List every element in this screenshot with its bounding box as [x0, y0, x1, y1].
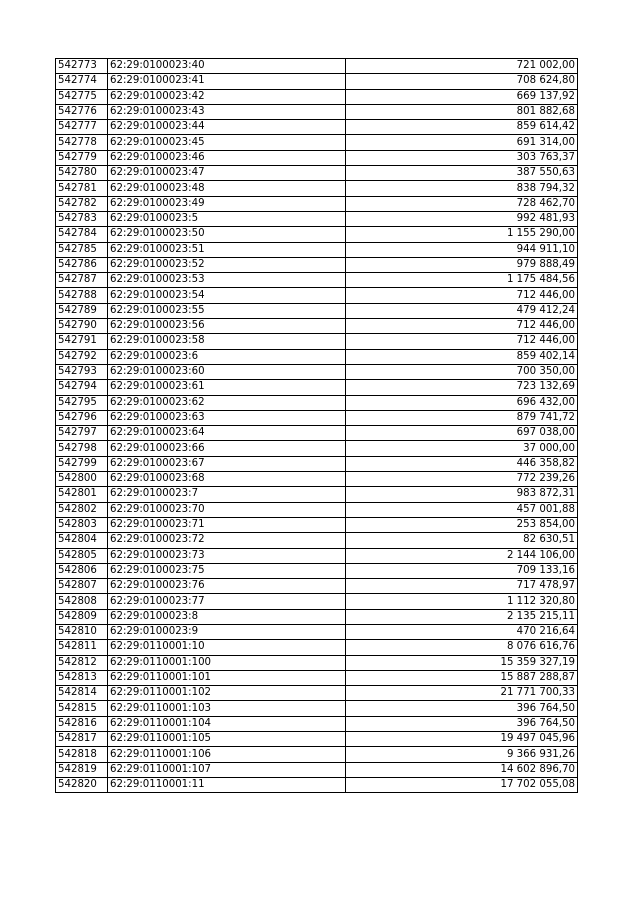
table-row	[56, 456, 578, 471]
cadastral-value-table	[55, 58, 578, 793]
cadastral-number-cell: 62:29:0100023:63	[108, 410, 346, 425]
table-row	[56, 640, 578, 655]
cadastral-value-cell: 772 239,26	[346, 472, 578, 487]
cadastral-value-cell: 1 112 320,80	[346, 594, 578, 609]
row-number-cell: 542801	[56, 487, 108, 502]
cadastral-value-cell: 8 076 616,76	[346, 640, 578, 655]
table-row	[56, 227, 578, 242]
row-number-cell: 542775	[56, 89, 108, 104]
cadastral-value-cell: 721 002,00	[346, 59, 578, 74]
cadastral-number-cell: 62:29:0110001:10	[108, 640, 346, 655]
cadastral-value-cell: 253 854,00	[346, 517, 578, 532]
cadastral-value-cell: 712 446,00	[346, 319, 578, 334]
cadastral-number-cell: 62:29:0100023:73	[108, 548, 346, 563]
row-number-cell: 542820	[56, 777, 108, 792]
cadastral-value-cell: 669 137,92	[346, 89, 578, 104]
row-number-cell: 542808	[56, 594, 108, 609]
cadastral-number-cell: 62:29:0100023:56	[108, 319, 346, 334]
cadastral-value-cell: 979 888,49	[346, 257, 578, 272]
cadastral-number-cell: 62:29:0100023:64	[108, 426, 346, 441]
table-row	[56, 579, 578, 594]
row-number-cell: 542812	[56, 655, 108, 670]
row-number-cell: 542797	[56, 426, 108, 441]
table-row	[56, 441, 578, 456]
cadastral-value-cell: 2 135 215,11	[346, 609, 578, 624]
cadastral-value-cell: 712 446,00	[346, 288, 578, 303]
cadastral-number-cell: 62:29:0100023:54	[108, 288, 346, 303]
cadastral-value-cell: 691 314,00	[346, 135, 578, 150]
cadastral-number-cell: 62:29:0100023:68	[108, 472, 346, 487]
row-number-cell: 542811	[56, 640, 108, 655]
cadastral-number-cell: 62:29:0100023:53	[108, 273, 346, 288]
cadastral-number-cell: 62:29:0100023:58	[108, 334, 346, 349]
table-row	[56, 716, 578, 731]
table-row	[56, 624, 578, 639]
row-number-cell: 542814	[56, 686, 108, 701]
row-number-cell: 542787	[56, 273, 108, 288]
row-number-cell: 542778	[56, 135, 108, 150]
table-row	[56, 211, 578, 226]
table-row	[56, 150, 578, 165]
cadastral-number-cell: 62:29:0100023:6	[108, 349, 346, 364]
cadastral-value-cell: 983 872,31	[346, 487, 578, 502]
row-number-cell: 542802	[56, 502, 108, 517]
row-number-cell: 542789	[56, 303, 108, 318]
cadastral-value-cell: 457 001,88	[346, 502, 578, 517]
cadastral-number-cell: 62:29:0110001:106	[108, 747, 346, 762]
cadastral-value-cell: 859 402,14	[346, 349, 578, 364]
cadastral-number-cell: 62:29:0100023:43	[108, 104, 346, 119]
cadastral-number-cell: 62:29:0100023:46	[108, 150, 346, 165]
table-row	[56, 472, 578, 487]
cadastral-number-cell: 62:29:0100023:42	[108, 89, 346, 104]
cadastral-number-cell: 62:29:0100023:40	[108, 59, 346, 74]
cadastral-value-cell: 2 144 106,00	[346, 548, 578, 563]
table-row	[56, 395, 578, 410]
cadastral-number-cell: 62:29:0110001:104	[108, 716, 346, 731]
cadastral-value-cell: 479 412,24	[346, 303, 578, 318]
row-number-cell: 542783	[56, 211, 108, 226]
cadastral-number-cell: 62:29:0100023:72	[108, 533, 346, 548]
row-number-cell: 542795	[56, 395, 108, 410]
table-row	[56, 89, 578, 104]
row-number-cell: 542782	[56, 196, 108, 211]
row-number-cell: 542799	[56, 456, 108, 471]
table-row	[56, 288, 578, 303]
table-row	[56, 533, 578, 548]
table-row	[56, 502, 578, 517]
cadastral-number-cell: 62:29:0100023:7	[108, 487, 346, 502]
cadastral-value-cell: 470 216,64	[346, 624, 578, 639]
table-row	[56, 670, 578, 685]
row-number-cell: 542810	[56, 624, 108, 639]
cadastral-value-cell: 859 614,42	[346, 120, 578, 135]
cadastral-number-cell: 62:29:0110001:107	[108, 762, 346, 777]
cadastral-value-cell: 19 497 045,96	[346, 732, 578, 747]
table-row	[56, 747, 578, 762]
row-number-cell: 542788	[56, 288, 108, 303]
cadastral-number-cell: 62:29:0100023:52	[108, 257, 346, 272]
cadastral-number-cell: 62:29:0110001:11	[108, 777, 346, 792]
cadastral-number-cell: 62:29:0110001:100	[108, 655, 346, 670]
row-number-cell: 542785	[56, 242, 108, 257]
cadastral-number-cell: 62:29:0100023:62	[108, 395, 346, 410]
cadastral-value-cell: 15 887 288,87	[346, 670, 578, 685]
cadastral-value-cell: 396 764,50	[346, 701, 578, 716]
row-number-cell: 542813	[56, 670, 108, 685]
cadastral-number-cell: 62:29:0100023:44	[108, 120, 346, 135]
table-row	[56, 59, 578, 74]
cadastral-value-cell: 712 446,00	[346, 334, 578, 349]
row-number-cell: 542777	[56, 120, 108, 135]
row-number-cell: 542776	[56, 104, 108, 119]
cadastral-value-cell: 15 359 327,19	[346, 655, 578, 670]
row-number-cell: 542786	[56, 257, 108, 272]
cadastral-number-cell: 62:29:0100023:51	[108, 242, 346, 257]
row-number-cell: 542805	[56, 548, 108, 563]
cadastral-number-cell: 62:29:0100023:67	[108, 456, 346, 471]
cadastral-value-cell: 879 741,72	[346, 410, 578, 425]
table-row	[56, 181, 578, 196]
cadastral-number-cell: 62:29:0110001:105	[108, 732, 346, 747]
table-row	[56, 273, 578, 288]
cadastral-value-cell: 728 462,70	[346, 196, 578, 211]
table-row	[56, 487, 578, 502]
cadastral-value-cell: 17 702 055,08	[346, 777, 578, 792]
cadastral-value-cell: 992 481,93	[346, 211, 578, 226]
table-row	[56, 655, 578, 670]
table-row	[56, 74, 578, 89]
table-row	[56, 196, 578, 211]
row-number-cell: 542817	[56, 732, 108, 747]
row-number-cell: 542796	[56, 410, 108, 425]
cadastral-number-cell: 62:29:0100023:45	[108, 135, 346, 150]
cadastral-number-cell: 62:29:0100023:5	[108, 211, 346, 226]
cadastral-value-cell: 37 000,00	[346, 441, 578, 456]
cadastral-number-cell: 62:29:0100023:61	[108, 380, 346, 395]
table-row	[56, 594, 578, 609]
cadastral-value-cell: 838 794,32	[346, 181, 578, 196]
cadastral-number-cell: 62:29:0100023:48	[108, 181, 346, 196]
cadastral-value-cell: 801 882,68	[346, 104, 578, 119]
table-row	[56, 104, 578, 119]
row-number-cell: 542807	[56, 579, 108, 594]
row-number-cell: 542794	[56, 380, 108, 395]
row-number-cell: 542790	[56, 319, 108, 334]
cadastral-value-cell: 717 478,97	[346, 579, 578, 594]
cadastral-number-cell: 62:29:0100023:50	[108, 227, 346, 242]
table-row	[56, 732, 578, 747]
row-number-cell: 542773	[56, 59, 108, 74]
cadastral-value-cell: 944 911,10	[346, 242, 578, 257]
cadastral-number-cell: 62:29:0100023:41	[108, 74, 346, 89]
row-number-cell: 542784	[56, 227, 108, 242]
table-row	[56, 701, 578, 716]
cadastral-value-cell: 700 350,00	[346, 364, 578, 379]
cadastral-value-cell: 14 602 896,70	[346, 762, 578, 777]
row-number-cell: 542816	[56, 716, 108, 731]
table-row	[56, 257, 578, 272]
table-row	[56, 319, 578, 334]
cadastral-number-cell: 62:29:0100023:49	[108, 196, 346, 211]
cadastral-number-cell: 62:29:0100023:55	[108, 303, 346, 318]
cadastral-value-cell: 387 550,63	[346, 166, 578, 181]
row-number-cell: 542791	[56, 334, 108, 349]
cadastral-value-cell: 396 764,50	[346, 716, 578, 731]
table-row	[56, 563, 578, 578]
cadastral-value-cell: 709 133,16	[346, 563, 578, 578]
row-number-cell: 542806	[56, 563, 108, 578]
cadastral-number-cell: 62:29:0110001:102	[108, 686, 346, 701]
table-row	[56, 380, 578, 395]
row-number-cell: 542809	[56, 609, 108, 624]
row-number-cell: 542792	[56, 349, 108, 364]
table-row	[56, 609, 578, 624]
table-row	[56, 349, 578, 364]
row-number-cell: 542781	[56, 181, 108, 196]
row-number-cell: 542779	[56, 150, 108, 165]
row-number-cell: 542798	[56, 441, 108, 456]
cadastral-number-cell: 62:29:0100023:47	[108, 166, 346, 181]
cadastral-number-cell: 62:29:0100023:66	[108, 441, 346, 456]
table-row	[56, 120, 578, 135]
table-row	[56, 777, 578, 792]
table-row	[56, 135, 578, 150]
cadastral-number-cell: 62:29:0110001:103	[108, 701, 346, 716]
cadastral-number-cell: 62:29:0100023:70	[108, 502, 346, 517]
cadastral-number-cell: 62:29:0100023:71	[108, 517, 346, 532]
table-row	[56, 242, 578, 257]
cadastral-number-cell: 62:29:0110001:101	[108, 670, 346, 685]
table-row	[56, 762, 578, 777]
cadastral-number-cell: 62:29:0100023:8	[108, 609, 346, 624]
table-body	[56, 59, 578, 793]
table-row	[56, 166, 578, 181]
table-row	[56, 426, 578, 441]
table-row	[56, 364, 578, 379]
table-row	[56, 517, 578, 532]
table-row	[56, 334, 578, 349]
cadastral-value-cell: 723 132,69	[346, 380, 578, 395]
cadastral-number-cell: 62:29:0100023:9	[108, 624, 346, 639]
table-row	[56, 410, 578, 425]
row-number-cell: 542774	[56, 74, 108, 89]
cadastral-number-cell: 62:29:0100023:60	[108, 364, 346, 379]
cadastral-value-cell: 446 358,82	[346, 456, 578, 471]
table-row	[56, 303, 578, 318]
row-number-cell: 542804	[56, 533, 108, 548]
row-number-cell: 542815	[56, 701, 108, 716]
row-number-cell: 542803	[56, 517, 108, 532]
cadastral-value-cell: 1 175 484,56	[346, 273, 578, 288]
row-number-cell: 542780	[56, 166, 108, 181]
row-number-cell: 542793	[56, 364, 108, 379]
cadastral-value-cell: 21 771 700,33	[346, 686, 578, 701]
cadastral-value-cell: 1 155 290,00	[346, 227, 578, 242]
cadastral-value-cell: 303 763,37	[346, 150, 578, 165]
cadastral-number-cell: 62:29:0100023:75	[108, 563, 346, 578]
cadastral-value-cell: 9 366 931,26	[346, 747, 578, 762]
row-number-cell: 542800	[56, 472, 108, 487]
cadastral-number-cell: 62:29:0100023:77	[108, 594, 346, 609]
table-row	[56, 548, 578, 563]
cadastral-value-cell: 697 038,00	[346, 426, 578, 441]
cadastral-value-cell: 82 630,51	[346, 533, 578, 548]
table-row	[56, 686, 578, 701]
row-number-cell: 542818	[56, 747, 108, 762]
row-number-cell: 542819	[56, 762, 108, 777]
cadastral-number-cell: 62:29:0100023:76	[108, 579, 346, 594]
cadastral-value-cell: 708 624,80	[346, 74, 578, 89]
cadastral-value-cell: 696 432,00	[346, 395, 578, 410]
